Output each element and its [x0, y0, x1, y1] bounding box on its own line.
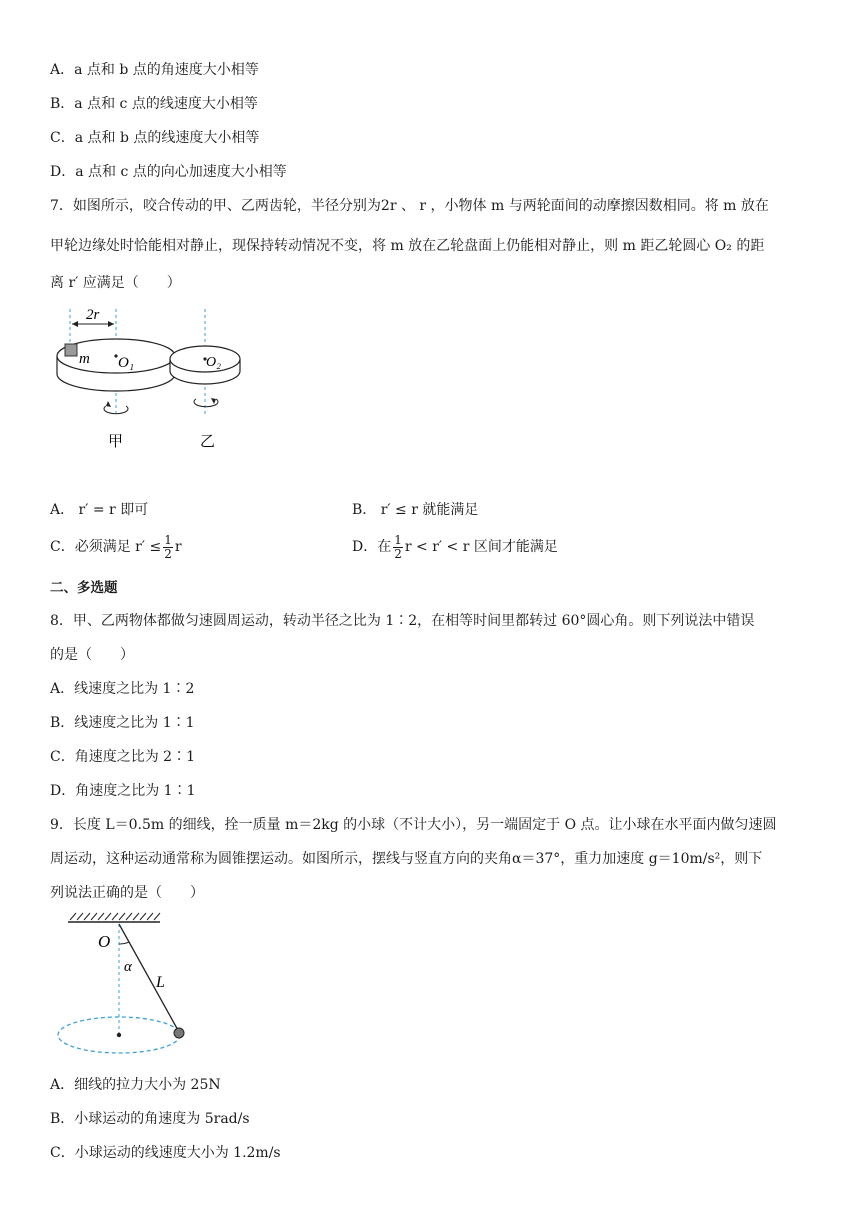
q9-option-b: B．小球运动的角速度为 5rad/s [50, 1111, 250, 1127]
q7-stem-line1: 7．如图所示，咬合传动的甲、乙两齿轮，半径分别为2r 、 r ，小物体 m 与两轮面间的动摩擦因数相同。将 m 放在 [50, 198, 769, 214]
label-l: L [156, 974, 165, 991]
q8-option-d: D．角速度之比为 1∶1 [50, 783, 196, 799]
pendulum-ball [174, 1028, 184, 1038]
q9-stem-line1: 9．长度 L＝0.5m 的细线，拴一质量 m＝2kg 的小球（不计大小），另一端固定于 O 点。让小球在水平面内做匀速圆 [50, 817, 777, 833]
q7-option-b: B． r′ ≤ r 就能满足 [352, 502, 479, 518]
q7-option-d-numerator: 1 [394, 532, 402, 547]
q9-option-a: A．细线的拉力大小为 25N [50, 1077, 221, 1093]
q7-option-d-fraction [393, 534, 403, 561]
q9-conical-pendulum-figure [50, 908, 210, 1068]
q6-option-a: A．a 点和 b 点的角速度大小相等 [50, 62, 259, 78]
q8-option-b: B．线速度之比为 1∶1 [50, 715, 195, 731]
q7-option-c [50, 530, 182, 564]
q7-option-c-denominator: 2 [164, 546, 172, 561]
q7-option-c-suffix: r [174, 539, 182, 555]
label-o: O [98, 932, 111, 951]
q9-option-c: C．小球运动的线速度大小为 1.2m/s [50, 1145, 281, 1161]
q7-option-d-denominator: 2 [394, 546, 402, 561]
label-alpha: α [124, 959, 132, 975]
q8-option-c: C．角速度之比为 2∶1 [50, 749, 195, 765]
q7-option-c-fraction [163, 534, 173, 561]
q7-option-c-prefix: C．必须满足 r′ ≤ [50, 539, 162, 555]
section-title-multiple-choice: 二、多选题 [50, 580, 118, 596]
q7-option-a: A． r′ = r 即可 [50, 502, 149, 518]
label-2r: 2r [86, 307, 100, 323]
q8-option-a: A．线速度之比为 1∶2 [50, 681, 195, 697]
q8-stem-line1: 8．甲、乙两物体都做匀速圆周运动，转动半径之比为 1∶2，在相等时间里都转过 60°圆心角。则下列说法中错误 [50, 613, 755, 629]
q7-gear-figure [50, 304, 260, 454]
q6-option-d: D．a 点和 c 点的向心加速度大小相等 [50, 164, 287, 180]
q7-option-c-numerator: 1 [164, 532, 172, 547]
q7-stem-line3: 离 r′ 应满足（ ） [50, 275, 181, 291]
q7-stem-line2: 甲轮边缘处时恰能相对静止，现保持转动情况不变，将 m 放在乙轮盘面上仍能相对静止，则 m 距乙轮圆心 O₂ 的距 [50, 238, 765, 254]
q7-option-d-suffix: r < r′ < r 区间才能满足 [404, 539, 558, 555]
q7-option-d-prefix: D．在 [352, 539, 392, 555]
q7-option-d [352, 530, 558, 564]
q8-stem-line2: 的是（ ） [50, 647, 134, 663]
label-o2: O₂ [206, 355, 221, 370]
q6-option-b: B．a 点和 c 点的线速度大小相等 [50, 96, 258, 112]
q6-option-c: C．a 点和 b 点的线速度大小相等 [50, 130, 260, 146]
label-o1: O₁ [118, 355, 135, 371]
label-yi: 乙 [200, 434, 216, 450]
label-jia: 甲 [108, 434, 124, 450]
block-m [65, 344, 77, 356]
q9-stem-line3: 列说法正确的是（ ） [50, 885, 204, 901]
label-m: m [79, 351, 90, 367]
q9-stem-line2: 周运动，这种运动通常称为圆锥摆运动。如图所示，摆线与竖直方向的夹角α＝37°，重力加速度 g＝10m/s²，则下 [50, 851, 763, 867]
